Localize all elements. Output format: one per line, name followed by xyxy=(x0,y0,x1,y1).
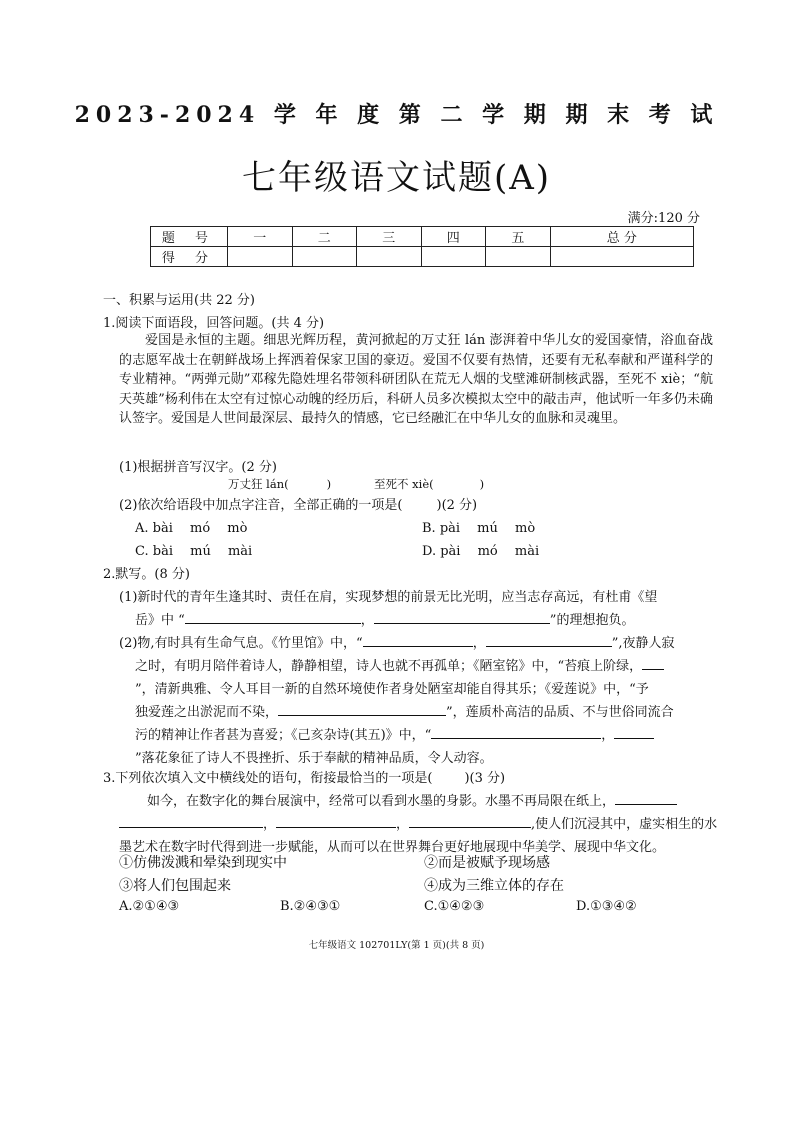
recitation-text: 之时，有明月陪伴着诗人，静静相望，诗人也就不再孤单；《陋室铭》中，“苔痕上阶绿， xyxy=(135,659,643,674)
passage-text: 如今，在数字化的舞台展演中，经常可以看到水墨的身影。水墨不再局限在纸上， xyxy=(147,794,616,809)
answer-blank xyxy=(615,790,677,805)
score-table-cell: 一 xyxy=(228,227,293,247)
answer-blank xyxy=(614,724,654,739)
question-stem: 2.默写。(8 分) xyxy=(103,567,190,582)
passage-line xyxy=(147,790,677,809)
score-table-cell: 四 xyxy=(421,227,486,247)
recitation-text: ”的理想抱负。 xyxy=(549,613,635,628)
score-entry-cell xyxy=(292,247,357,267)
answer-blank xyxy=(642,655,664,670)
pinyin-item-label: 至死不 xiè( xyxy=(374,477,434,491)
score-table-score-row xyxy=(151,247,694,267)
section-heading: 一、积累与运用(共 22 分) xyxy=(103,293,255,308)
sub-question-text: (2)依次给语段中加点字注音，全部正确的一项是( xyxy=(119,498,403,513)
recitation-line xyxy=(135,724,654,743)
recitation-line xyxy=(119,632,675,651)
answer-blank xyxy=(409,813,531,828)
recitation-line xyxy=(135,701,674,720)
answer-blank xyxy=(486,632,612,647)
option-d: D. pài mó mài xyxy=(422,544,540,559)
sentence-option-1: ①仿佛泼溅和晕染到现实中 xyxy=(119,855,287,871)
score-table-cell: 三 xyxy=(357,227,422,247)
question-stem: 1.阅读下面语段，回答问题。(共 4 分) xyxy=(103,316,325,331)
recitation-text: ， xyxy=(360,613,374,628)
sentence-option-3: ③将人们包围起来 xyxy=(119,878,231,894)
pinyin-item-label: 万丈狂 lán( xyxy=(228,477,289,491)
recitation-line: ”，清新典雅、令人耳目一新的自然环境使作者身处陋室却能自得其乐；《爱莲说》中，“予 xyxy=(135,682,649,697)
paren-close: ) xyxy=(326,477,332,491)
full-score: 满分:120 分 xyxy=(627,211,700,226)
answer-blank xyxy=(278,701,446,716)
recitation-text: 污的精神让作者甚为喜爱；《己亥杂诗(其五)》中，“ xyxy=(135,728,432,743)
passage-text: ， xyxy=(263,817,277,832)
option-a: A. bài mó mò xyxy=(135,521,248,536)
question-stem xyxy=(103,767,505,786)
question-stem-tail: )(3 分) xyxy=(464,771,506,786)
recitation-line xyxy=(135,655,664,674)
answer-blank xyxy=(119,813,263,828)
sentence-option-2: ②而是被赋予现场感 xyxy=(424,855,550,871)
score-entry-cell xyxy=(486,247,551,267)
reading-passage: 爱国是永恒的主题。细思光辉历程，黄河掀起的万丈狂 lán 澎湃着中华儿女的爱国豪情，浴血奋战的志愿军战士在朝鲜战场上挥洒着保家卫国的豪迈。爱国不仅要有热情，还要有无私奉献和严谨科学的专业精神。“两弹元勋”邓稼先隐姓埋名带领科研团队在荒无人烟的戈壁滩研制核武器，至死不 xiè；“航天英雄”杨利伟在太空有过惊心动魄的经历后，科研人员多次模拟太空中的敲击声，他试听一年多仍未确认签字。爱国是人世间最深层、最持久的情感，它已经融汇在中华儿女的血脉和灵魂里。 xyxy=(119,333,713,426)
recitation-text: ”，莲质朴高洁的品质、不与世俗同流合 xyxy=(446,705,674,720)
recitation-text: 岳》中 “ xyxy=(135,613,185,628)
recitation-line: (1)新时代的青年生逢其时、责任在肩，实现梦想的前景无比光明，应当志存高远，有杜甫《望 xyxy=(119,590,658,605)
recitation-text: ， xyxy=(472,636,486,651)
passage-text: ， xyxy=(396,817,410,832)
choice-d: D.①③④② xyxy=(576,899,637,914)
answer-blank xyxy=(431,724,601,739)
sub-question-tail: )(2 分) xyxy=(436,498,478,513)
score-table-cell: 得 分 xyxy=(151,247,228,267)
question-stem-text: 3.下列依次填入文中横线处的语句，衔接最恰当的一项是( xyxy=(103,771,433,786)
passage-line xyxy=(119,813,717,832)
recitation-text: (2)物,有时具有生命气息。《竹里馆》中，“ xyxy=(119,636,363,651)
score-table-cell: 二 xyxy=(292,227,357,247)
recitation-line xyxy=(135,609,634,628)
exam-title: 七年级语文试题(A) xyxy=(241,158,552,198)
choice-a: A.②①④③ xyxy=(119,899,180,914)
pinyin-item-xie xyxy=(374,476,484,492)
paren-close: ) xyxy=(479,477,485,491)
score-entry-cell xyxy=(357,247,422,267)
pinyin-item-lan xyxy=(228,476,331,492)
option-c: C. bài mú mài xyxy=(135,544,253,559)
choice-c: C.①④②③ xyxy=(424,899,485,914)
score-table-header-row xyxy=(151,227,694,247)
exam-name: 2023-2024 学 年 度 第 二 学 期 期 末 考 试 xyxy=(74,102,719,128)
score-table-cell: 五 xyxy=(486,227,551,247)
recitation-text: ”,夜静人寂 xyxy=(611,636,675,651)
score-table xyxy=(150,226,694,267)
answer-blank xyxy=(185,609,361,624)
choice-b: B.②④③① xyxy=(280,899,341,914)
answer-blank xyxy=(374,609,550,624)
score-entry-cell xyxy=(550,247,693,267)
passage-line: 墨艺术在数字时代得到进一步赋能，从而可以在世界舞台更好地展现中华美学、展现中华文化。 xyxy=(119,840,666,855)
sub-question xyxy=(119,494,477,513)
recitation-line: ”落花象征了诗人不畏挫折、乐于奉献的精神品质，令人动容。 xyxy=(135,751,493,766)
recitation-text: 独爱莲之出淤泥而不染， xyxy=(135,705,279,720)
score-entry-cell xyxy=(421,247,486,267)
page-footer: 七年级语文 102701LY(第 1 页)(共 8 页) xyxy=(308,940,485,951)
answer-blank xyxy=(276,813,396,828)
recitation-text: ， xyxy=(601,728,615,743)
score-table-cell: 总 分 xyxy=(550,227,693,247)
score-table-cell: 题 号 xyxy=(151,227,228,247)
passage-text: ,使人们沉浸其中，虚实相生的水 xyxy=(531,817,718,832)
sentence-option-4: ④成为三维立体的存在 xyxy=(424,878,564,894)
answer-blank xyxy=(363,632,473,647)
sub-question: (1)根据拼音写汉字。(2 分) xyxy=(119,460,277,475)
option-b: B. pài mú mò xyxy=(422,521,536,536)
score-entry-cell xyxy=(228,247,293,267)
